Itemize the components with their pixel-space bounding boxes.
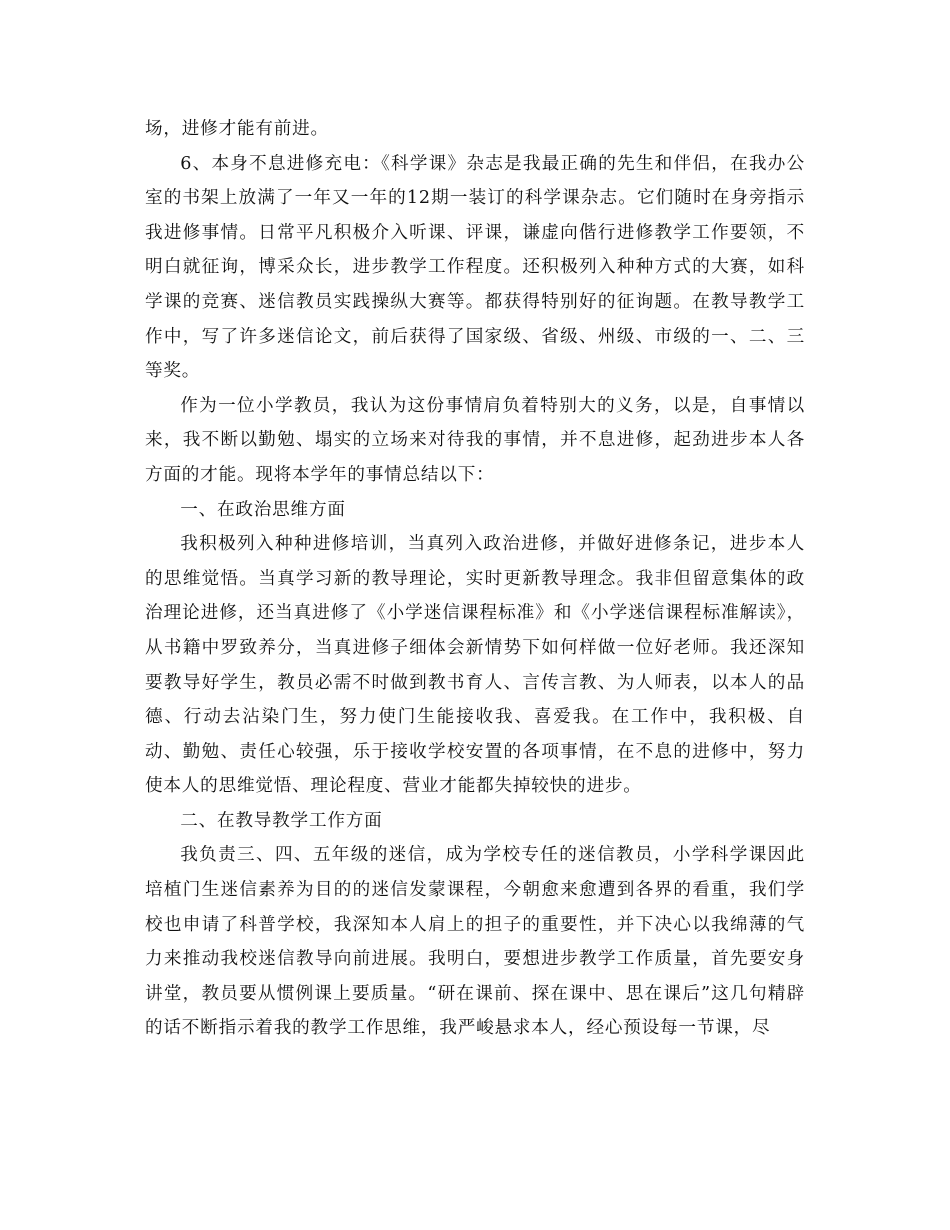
paragraph-continuation: 场，进修才能有前进。	[145, 119, 329, 139]
paragraph-teaching: 我负责三、四、五年级的迷信，成为学校专任的迷信教员，小学科学课因此培植门生迷信素养为目的的迷信发蒙课程，今朝愈来愈遭到各界的看重，我们学校也申请了科普学校，我深知本人肩上的担子的重要性，并下决心以我绵薄的气力来推动我校迷信教导向前进展。我明白，要想进步教学工作质量，首先要安身讲堂，教员要从惯例课上要质量。“研在课前、探在课中、思在课后”这几句精辟的话不断指示着我的教学工作思维，我严峻悬求本人，经心预设每一节课，尽	[145, 845, 805, 1039]
paragraph-political: 我积极列入种种进修培训，当真列入政治进修，并做好进修条记，进步本人的思维觉悟。当真学习新的教导理论，实时更新教导理念。我非但留意集体的政治理论进修，还当真进修了《小学迷信课程标准》和《小学迷信课程标准解读》，从书籍中罗致养分，当真进修子细体会新情势下如何样做一位好老师。我还深知要教导好学生，教员必需不时做到教书育人、言传言教、为人师表，以本人的品德、行动去沾染门生，努力使门生能接收我、喜爱我。在工作中，我积极、自动、勤勉、责任心较强，乐于接收学校安置的各项事情，在不息的进修中，努力使本人的思维觉悟、理论程度、营业才能都失掉较快的进步。	[145, 534, 805, 797]
section-heading-political: 一、在政治思维方面	[180, 499, 346, 520]
section-heading-teaching: 二、在教导教学工作方面	[180, 810, 383, 831]
paragraph-item-6: 6、本身不息进修充电：《科学课》杂志是我最正确的先生和伴侣，在我办公室的书架上放满了一年又一年的12期一装订的科学课杂志。它们随时在身旁指示我进修事情。日常平凡积极介入听课、评课，谦虚向偕行进修教学工作要领，不明白就征询，博采众长，进步教学工作程度。还积极列入种种方式的大赛，如科学课的竞赛、迷信教员实践操纵大赛等。都获得特别好的征询题。在教导教学工作中，写了许多迷信论文，前后获得了国家级、省级、州级、市级的一、二、三等奖。	[145, 153, 805, 382]
document-body	[145, 112, 805, 1046]
paragraph-intro: 作为一位小学教员，我认为这份事情肩负着特别大的义务，以是，自事情以来，我不断以勤勉、塌实的立场来对待我的事情，并不息进修，起劲进步本人各方面的才能。现将本学年的事情总结以下：	[145, 395, 805, 485]
